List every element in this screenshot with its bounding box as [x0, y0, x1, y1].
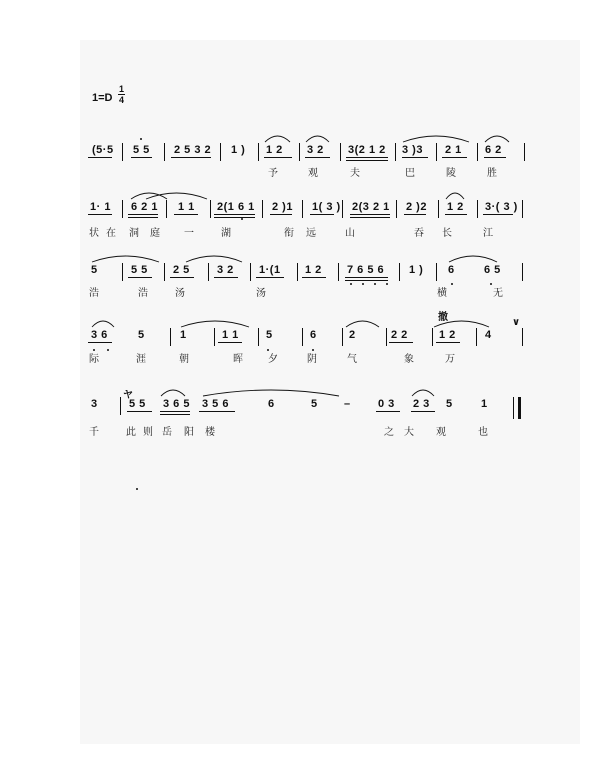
note-group: 3 )3 — [402, 144, 423, 156]
underline-beam — [402, 157, 428, 158]
octave-dot — [241, 218, 243, 220]
note-group: 2(3 2 1 — [352, 201, 390, 213]
lyric-char: 朝 — [179, 354, 189, 365]
note-group: 1 2 — [266, 144, 283, 156]
lyric-char: 山 — [345, 228, 355, 239]
slur-arc — [345, 318, 380, 328]
slur-arc — [433, 318, 490, 328]
barline — [342, 328, 343, 346]
underline-beam — [214, 277, 238, 278]
key-signature: 1=D — [92, 92, 113, 104]
slur-arc — [145, 190, 208, 200]
note-group: 5 5 — [129, 398, 146, 410]
note-group: 6 5 — [484, 264, 501, 276]
barline — [395, 143, 396, 161]
lyric-char: 陵 — [446, 168, 456, 179]
underline-beam — [88, 157, 112, 158]
barline — [164, 263, 165, 281]
underline-beam — [128, 277, 152, 278]
note-group: – — [344, 398, 351, 410]
slur-arc — [91, 318, 115, 328]
barline — [122, 263, 123, 281]
barline — [258, 143, 259, 161]
lyric-char: 无 — [493, 288, 503, 299]
note-group: 1 2 — [447, 201, 464, 213]
note-group: 3 — [91, 398, 98, 410]
note-group: 3 5 6 — [202, 398, 229, 410]
barline — [170, 328, 171, 346]
note-group: 2 — [349, 329, 356, 341]
lyric-char: 胜 — [487, 168, 497, 179]
barline — [399, 263, 400, 281]
lyric-char: 浩 — [89, 288, 99, 299]
slur-arc — [202, 387, 340, 397]
note-group: 2(1 6 1 — [217, 201, 255, 213]
underline-beam — [346, 157, 388, 158]
note-group: 1 2 — [305, 264, 322, 276]
barline — [299, 143, 300, 161]
barline — [302, 200, 303, 218]
barline — [297, 263, 298, 281]
barline — [524, 143, 525, 161]
underline-beam — [174, 214, 198, 215]
underline-beam — [214, 217, 255, 218]
lyric-char: 吞 — [414, 228, 424, 239]
note-group: 2 2 — [391, 329, 408, 341]
barline — [258, 328, 259, 346]
barline — [262, 200, 263, 218]
underline-beam — [264, 157, 292, 158]
underline-beam — [346, 160, 388, 161]
note-group: 5 5 — [133, 144, 150, 156]
barline — [166, 200, 167, 218]
underline-beam — [171, 157, 211, 158]
underline-beam — [484, 157, 506, 158]
note-group: (5·5 — [92, 144, 114, 156]
lyric-char: 在 — [106, 228, 116, 239]
octave-dot — [374, 283, 376, 285]
slur-arc — [445, 190, 465, 200]
note-group: 1 1 — [178, 201, 195, 213]
lyric-char: 气 — [347, 354, 357, 365]
lyric-char: 庭 — [150, 228, 160, 239]
lyric-char: 千 — [89, 427, 99, 438]
lyric-char: 大 — [404, 427, 414, 438]
barline — [208, 263, 209, 281]
note-group: 1 1 — [222, 329, 239, 341]
note-group: 2 1 — [445, 144, 462, 156]
lyric-char: 浩 — [138, 288, 148, 299]
lyric-char: 远 — [306, 228, 316, 239]
octave-dot — [312, 349, 314, 351]
octave-dot — [350, 283, 352, 285]
barline — [477, 200, 478, 218]
performance-mark: ヤ — [123, 390, 133, 401]
meter-top: 1 — [119, 84, 125, 94]
note-group: 1·(1 — [259, 264, 281, 276]
note-group: 0 3 — [378, 398, 395, 410]
barline — [522, 263, 523, 281]
underline-beam — [345, 277, 388, 278]
note-group: 6 2 1 — [131, 201, 158, 213]
underline-beam — [170, 277, 194, 278]
note-group: 3 2 — [217, 264, 234, 276]
barline — [436, 143, 437, 161]
lyric-char: 此 — [126, 427, 136, 438]
slur-arc — [448, 253, 498, 263]
underline-beam — [270, 214, 292, 215]
slur-arc — [402, 133, 470, 143]
lyric-char: 江 — [483, 228, 493, 239]
note-group: 1( 3 ) — [312, 201, 341, 213]
underline-beam — [160, 411, 190, 412]
underline-beam — [404, 214, 426, 215]
performance-mark: 撤 — [438, 312, 448, 323]
lyric-char: 洞 — [129, 228, 139, 239]
lyric-char: 夫 — [350, 168, 360, 179]
lyric-char: 横 — [437, 288, 447, 299]
slur-arc — [264, 133, 291, 143]
lyric-char: 状 — [89, 228, 99, 239]
note-group: 6 — [310, 329, 317, 341]
lyric-char: 湖 — [221, 228, 231, 239]
octave-dot — [267, 349, 269, 351]
note-group: 2 5 3 2 — [174, 144, 212, 156]
note-group: 3 6 — [91, 329, 108, 341]
underline-beam — [127, 411, 152, 412]
slur-arc — [160, 387, 186, 397]
lyric-char: 阳 — [184, 427, 194, 438]
barline — [220, 143, 221, 161]
barline — [122, 200, 123, 218]
final-barline-thick — [518, 397, 521, 419]
barline — [386, 328, 387, 346]
octave-dot — [451, 283, 453, 285]
note-group: 6 2 — [485, 144, 502, 156]
underline-beam — [305, 157, 330, 158]
barline — [338, 263, 339, 281]
lyric-char: 观 — [308, 168, 318, 179]
underline-beam — [88, 214, 112, 215]
barline — [436, 263, 437, 281]
octave-dot — [107, 349, 109, 351]
underline-beam — [128, 217, 158, 218]
note-group: 3 2 — [307, 144, 324, 156]
note-group: 1 2 — [439, 329, 456, 341]
note-group: 5 — [446, 398, 453, 410]
underline-beam — [345, 280, 388, 281]
barline — [250, 263, 251, 281]
note-group: 5 — [266, 329, 273, 341]
underline-beam — [88, 342, 112, 343]
barline — [522, 328, 523, 346]
lyric-char: 夕 — [268, 354, 278, 365]
slur-arc — [185, 253, 243, 263]
lyric-char: 予 — [268, 168, 278, 179]
underline-beam — [350, 217, 390, 218]
lyric-char: 阴 — [307, 354, 317, 365]
note-group: 5 — [311, 398, 318, 410]
lyric-char: 巴 — [405, 168, 415, 179]
slur-arc — [411, 387, 435, 397]
note-group: 7 6 5 6 — [347, 264, 385, 276]
barline — [396, 200, 397, 218]
lyric-char: 观 — [436, 427, 446, 438]
barline — [122, 143, 123, 161]
note-group: 2 5 — [173, 264, 190, 276]
note-group: 1· 1 — [90, 201, 111, 213]
note-group: 3 6 5 — [163, 398, 190, 410]
underline-beam — [214, 214, 255, 215]
slur-arc — [305, 133, 330, 143]
underline-beam — [199, 411, 235, 412]
barline — [477, 143, 478, 161]
note-group: 1 — [180, 329, 187, 341]
note-group: 5 — [91, 264, 98, 276]
octave-dot — [362, 283, 364, 285]
barline — [210, 200, 211, 218]
lyric-char: 汤 — [175, 288, 185, 299]
note-group: 1 ) — [409, 264, 424, 276]
underline-beam — [302, 277, 326, 278]
note-group: 2 )1 — [272, 201, 293, 213]
meter-bottom: 4 — [119, 95, 125, 105]
note-group: 2 )2 — [406, 201, 427, 213]
underline-beam — [411, 411, 435, 412]
lyric-char: 万 — [445, 354, 455, 365]
slur-arc — [91, 253, 160, 263]
time-signature — [118, 84, 125, 105]
underline-beam — [128, 214, 158, 215]
lyric-char: 际 — [89, 354, 99, 365]
underline-beam — [310, 214, 334, 215]
barline — [522, 200, 523, 218]
note-group: 2 3 — [413, 398, 430, 410]
underline-beam — [131, 157, 152, 158]
octave-dot — [386, 283, 388, 285]
lyric-char: 岳 — [162, 427, 172, 438]
underline-beam — [436, 342, 460, 343]
lyric-char: 则 — [143, 427, 153, 438]
final-barline-thin — [513, 397, 514, 419]
barline — [432, 328, 433, 346]
barline — [164, 143, 165, 161]
underline-beam — [218, 342, 242, 343]
octave-dot — [490, 283, 492, 285]
underline-beam — [445, 214, 467, 215]
note-group: 3·( 3 ) — [485, 201, 518, 213]
lyric-char: 衔 — [284, 228, 294, 239]
note-group: 3(2 1 2 — [348, 144, 386, 156]
slur-arc — [180, 318, 250, 328]
underline-beam — [376, 411, 400, 412]
barline — [120, 397, 121, 415]
barline — [340, 143, 341, 161]
underline-beam — [442, 157, 467, 158]
slur-arc — [484, 133, 510, 143]
underline-beam — [389, 342, 413, 343]
lyric-char: 一 — [184, 228, 194, 239]
octave-dot — [136, 488, 138, 490]
lyric-char: 也 — [478, 427, 488, 438]
barline — [342, 200, 343, 218]
performance-mark: ∨ — [512, 317, 521, 328]
note-group: 6 — [448, 264, 455, 276]
lyric-char: 楼 — [205, 427, 215, 438]
note-group: 1 — [481, 398, 488, 410]
barline — [476, 328, 477, 346]
note-group: 5 5 — [131, 264, 148, 276]
barline — [214, 328, 215, 346]
underline-beam — [160, 414, 190, 415]
lyric-char: 象 — [404, 354, 414, 365]
octave-dot — [93, 349, 95, 351]
barline — [302, 328, 303, 346]
lyric-char: 长 — [442, 228, 452, 239]
octave-dot — [140, 138, 142, 140]
note-group: 4 — [485, 329, 492, 341]
note-group: 5 — [138, 329, 145, 341]
note-group: 6 — [268, 398, 275, 410]
lyric-char: 涯 — [136, 354, 146, 365]
note-group: 1 ) — [231, 144, 246, 156]
underline-beam — [483, 214, 513, 215]
underline-beam — [350, 214, 390, 215]
lyric-char: 之 — [384, 427, 394, 438]
lyric-char: 晖 — [233, 354, 243, 365]
underline-beam — [256, 277, 284, 278]
barline — [438, 200, 439, 218]
lyric-char: 汤 — [256, 288, 266, 299]
